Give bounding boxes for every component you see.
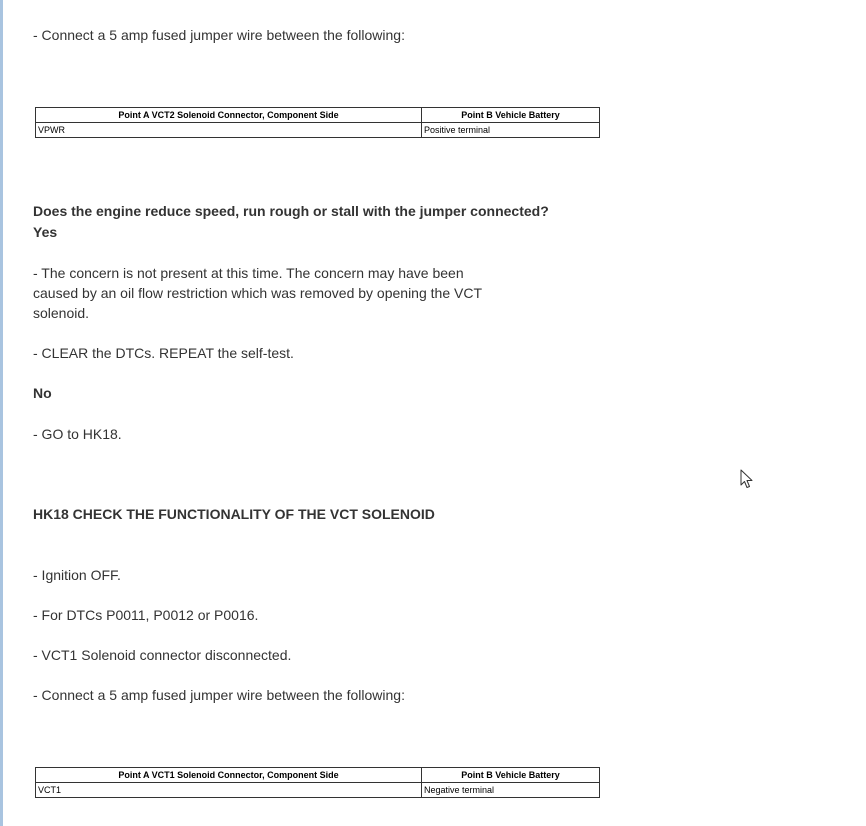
mouse-pointer-icon <box>740 469 754 489</box>
header-point-a: Point A VCT1 Solenoid Connector, Component Side <box>36 768 422 783</box>
yes-step-concern: - The concern is not present at this time. The concern may have been caused by an oil flow restriction which was removed by opening the VCT solenoid. <box>33 265 482 321</box>
left-border <box>0 0 3 826</box>
step-for-dtcs: - For DTCs P0011, P0012 or P0016. <box>33 607 259 623</box>
table-header-row <box>36 768 600 783</box>
cell-point-a: VCT1 <box>36 783 422 798</box>
step-connect-jumper-vct2: - Connect a 5 amp fused jumper wire between the following: <box>33 27 405 43</box>
yes-label: Yes <box>33 224 58 240</box>
table-vct2-jumper <box>35 107 600 138</box>
cell-point-a: VPWR <box>36 123 422 138</box>
step-connector-disconnected: - VCT1 Solenoid connector disconnected. <box>33 647 292 663</box>
header-point-b: Point B Vehicle Battery <box>422 768 600 783</box>
no-step-goto: - GO to HK18. <box>33 426 122 442</box>
table-vct1-jumper <box>35 767 600 798</box>
yes-step-clear-dtcs: - CLEAR the DTCs. REPEAT the self-test. <box>33 345 294 361</box>
cell-point-b: Positive terminal <box>422 123 600 138</box>
step-connect-jumper-vct1: - Connect a 5 amp fused jumper wire between the following: <box>33 687 405 703</box>
table-row <box>36 123 600 138</box>
no-label: No <box>33 385 52 401</box>
cell-point-b: Negative terminal <box>422 783 600 798</box>
question-text: Does the engine reduce speed, run rough or stall with the jumper connected? <box>33 203 549 219</box>
table-header-row <box>36 108 600 123</box>
header-point-a: Point A VCT2 Solenoid Connector, Component Side <box>36 108 422 123</box>
header-point-b: Point B Vehicle Battery <box>422 108 600 123</box>
section-heading-hk18: HK18 CHECK THE FUNCTIONALITY OF THE VCT SOLENOID <box>33 506 435 522</box>
table-row <box>36 783 600 798</box>
step-ignition-off: - Ignition OFF. <box>33 567 121 583</box>
